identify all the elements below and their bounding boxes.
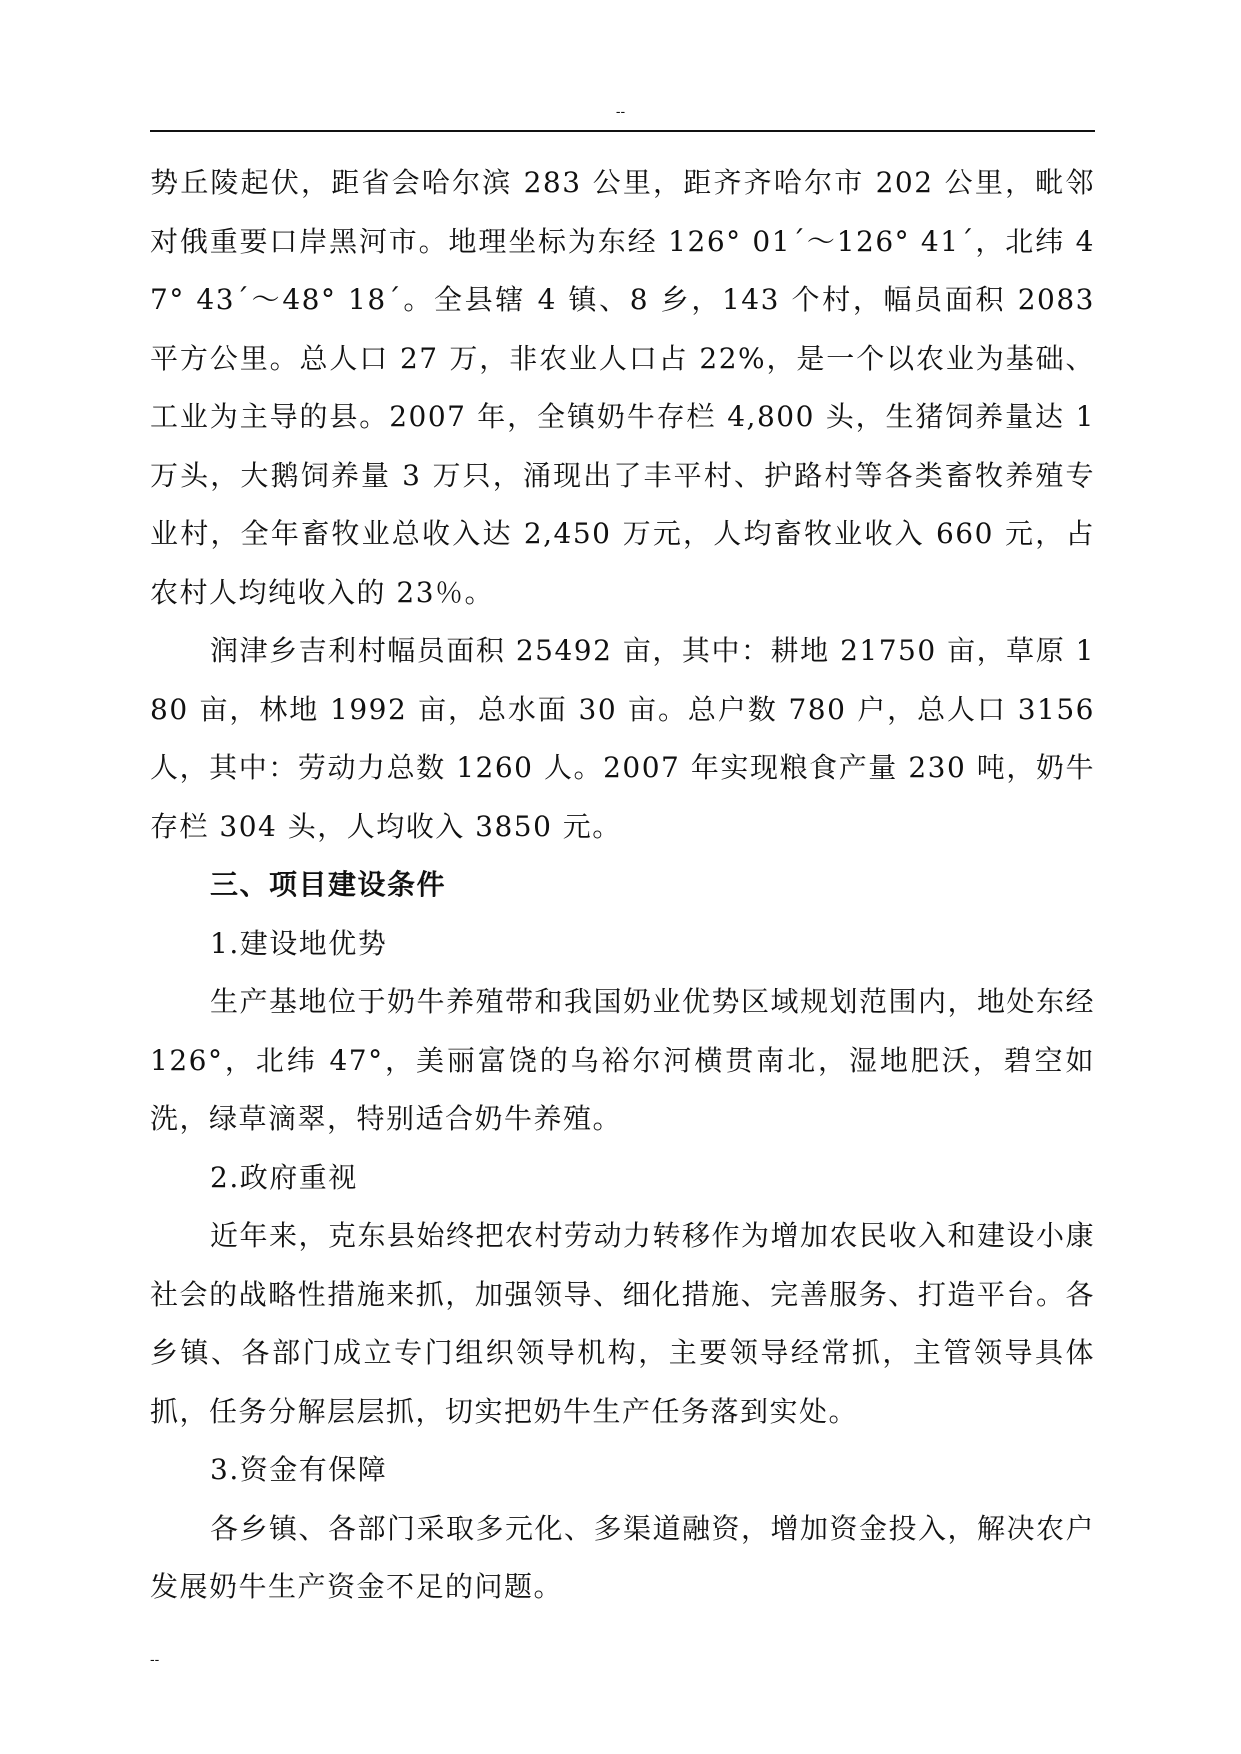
page-header-mark: -- <box>615 103 626 119</box>
subheading-funding: 3.资金有保障 <box>210 1453 388 1486</box>
subheading-government-support: 2.政府重视 <box>210 1160 358 1194</box>
header-rule <box>150 130 1095 132</box>
paragraph-location-advantage: 生产基地位于奶牛养殖带和我国奶业优势区域规划范围内，地处东经 126°，北纬 47°，美丽富饶的乌裕尔河横贯南北，湿地肥沃，碧空如洗，绿草滴翠，特别适合奶牛养殖。 <box>150 985 1096 1135</box>
paragraph-county-overview: 势丘陵起伏，距省会哈尔滨 283 公里，距齐齐哈尔市 202 公里，毗邻对俄重要口岸黑河市。地理坐标为东经 126° 01´～126° 41´，北纬 47° 43´～48° 18´。全县辖 4 镇、8 乡，143 个村，幅员面积 2083 平方公里。总人口 27 万，非农业人口占 22%，是一个以农业为基础、工业为主导的县。2007 年，全镇奶牛存栏 4,800 头，生猪饲养量达 1 万头，大鹅饲养量 3 万只，涌现出了丰平村、护路村等各类畜牧养殖专业村，全年畜牧业总收入达 2,450 万元，人均畜牧业收入 660 元，占农村人均纯收入的 23％。 <box>150 166 1095 609</box>
paragraph-funding: 各乡镇、各部门采取多元化、多渠道融资，增加资金投入，解决农户发展奶牛生产资金不足的问题。 <box>150 1511 1096 1603</box>
subheading-location-advantage: 1.建设地优势 <box>210 926 388 960</box>
document-body <box>150 154 1095 1617</box>
paragraph-village-overview: 润津乡吉利村幅员面积 25492 亩，其中：耕地 21750 亩，草原 180 亩，林地 1992 亩，总水面 30 亩。总户数 780 户，总人口 3156 人，其中：劳动力总数 1260 人。2007 年实现粮食产量 230 吨，奶牛存栏 304 头，人均收入 3850 元。 <box>150 634 1095 843</box>
page-footer-mark: -- <box>150 1651 160 1667</box>
section-heading: 三、项目建设条件 <box>210 868 447 901</box>
paragraph-government-support: 近年来，克东县始终把农村劳动力转移作为增加农民收入和建设小康社会的战略性措施来抓，加强领导、细化措施、完善服务、打造平台。各乡镇、各部门成立专门组织领导机构，主要领导经常抓，主管领导具体抓，任务分解层层抓，切实把奶牛生产任务落到实处。 <box>150 1219 1096 1428</box>
